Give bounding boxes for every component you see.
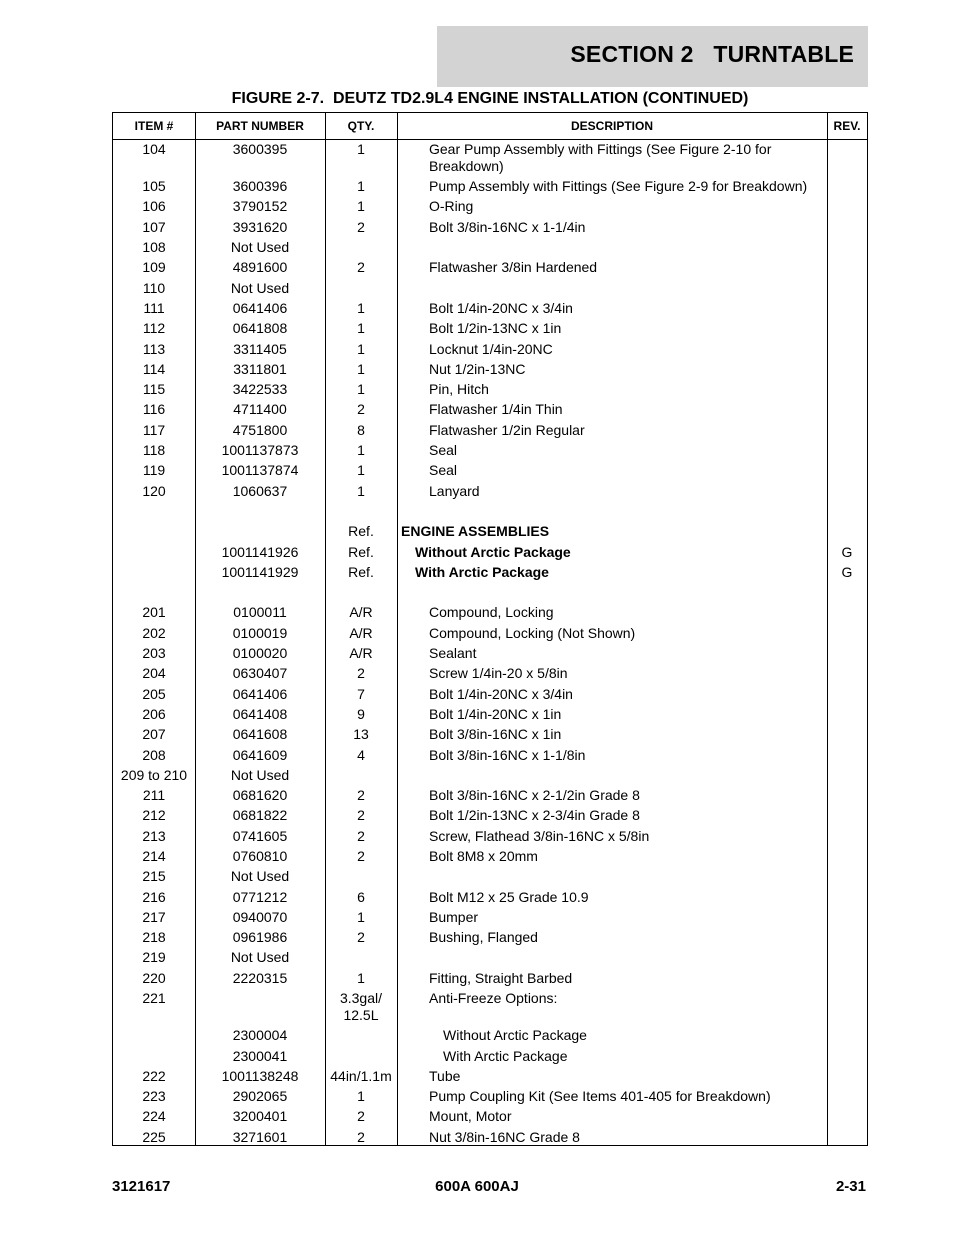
qty-cell: A/R: [349, 624, 373, 641]
part-number-cell: 0641609: [232, 746, 288, 763]
item-number-cell: 104: [142, 141, 166, 157]
description-cell: Bolt 1/4in-20NC x 3/4in: [429, 299, 573, 316]
description-cell: Bumper: [429, 908, 479, 925]
part-number-cell: 3422533: [232, 381, 288, 398]
part-number-cell: 4751800: [232, 421, 288, 438]
description-cell: Bolt 3/8in-16NC x 1in: [429, 726, 562, 743]
item-number-cell: 213: [142, 827, 166, 844]
description-cell: ENGINE ASSEMBLIES: [401, 523, 550, 540]
description-cell: Bolt M12 x 25 Grade 10.9: [429, 888, 589, 905]
table-row: [113, 686, 867, 706]
table-row: [113, 1129, 867, 1149]
description-cell: Without Arctic Package: [443, 1027, 587, 1044]
table-row: [113, 178, 867, 198]
description-cell: Bolt 1/2in-13NC x 2-3/4in Grade 8: [429, 807, 640, 824]
description-cell: Lanyard: [429, 482, 480, 499]
qty-cell: 1: [357, 360, 365, 377]
description-cell: Tube: [429, 1067, 461, 1084]
item-number-cell: 208: [142, 746, 166, 763]
description-cell: Flatwasher 3/8in Hardened: [429, 259, 598, 276]
qty-cell: 2: [357, 827, 365, 844]
item-number-cell: 118: [142, 442, 166, 459]
item-number-cell: 114: [142, 360, 166, 377]
qty-cell: Ref.: [348, 523, 374, 540]
table-row: [113, 564, 867, 584]
description-cell: Compound, Locking: [429, 604, 554, 621]
part-number-cell: 3790152: [232, 198, 288, 215]
part-number-cell: Not Used: [230, 949, 290, 966]
part-number-cell: 0641408: [232, 705, 288, 722]
qty-cell: 13: [353, 726, 369, 743]
part-number-cell: 0741605: [232, 827, 288, 844]
part-number-cell: 3600396: [232, 178, 288, 195]
item-number-cell: 209 to 210: [120, 766, 188, 783]
table-row: [113, 604, 867, 624]
qty-cell: Ref.: [348, 563, 374, 580]
part-number-cell: 0641406: [232, 299, 288, 316]
table-row: [113, 422, 867, 442]
qty-cell: 1: [357, 340, 365, 357]
description-cell: Pump Coupling Kit (See Items 401-405 for Breakdown): [429, 1088, 771, 1105]
description-cell: Bolt 1/4in-20NC x 1in: [429, 705, 562, 722]
qty-cell: 6: [357, 888, 365, 905]
qty-cell: 7: [357, 685, 365, 702]
item-number-cell: 207: [142, 726, 166, 743]
table-row: [113, 767, 867, 787]
description-cell: Flatwasher 1/2in Regular: [429, 421, 585, 438]
part-number-cell: 3271601: [232, 1128, 288, 1145]
table-row: [113, 280, 867, 300]
description-cell: With Arctic Package: [415, 563, 549, 580]
item-number-cell: 217: [142, 908, 166, 925]
table-row: [113, 889, 867, 909]
qty-cell: 2: [357, 401, 365, 418]
description-cell: Pump Assembly with Fittings (See Figure 2-9 for Breakdown): [429, 178, 808, 195]
qty-cell: 2: [357, 929, 365, 946]
table-row: [113, 584, 867, 604]
item-number-cell: 201: [142, 604, 166, 621]
header-part-number: PART NUMBER: [216, 119, 304, 133]
table-row: [113, 929, 867, 949]
qty-cell: 4: [357, 746, 365, 763]
table-row: [113, 1088, 867, 1108]
section-title: SECTION 2 TURNTABLE: [570, 41, 854, 67]
part-number-cell: 1060637: [232, 482, 288, 499]
part-number-cell: 1001137873: [221, 442, 299, 459]
item-number-cell: 219: [142, 949, 166, 966]
qty-cell: 1: [357, 320, 365, 337]
item-number-cell: 224: [142, 1108, 166, 1125]
part-number-cell: 0760810: [232, 847, 288, 864]
item-number-cell: 222: [142, 1067, 166, 1084]
part-number-cell: Not Used: [230, 239, 290, 256]
table-row: [113, 483, 867, 503]
qty-cell: 1: [357, 462, 365, 479]
part-number-cell: 1001141926: [221, 543, 299, 560]
table-row: [113, 341, 867, 361]
table-row: [113, 300, 867, 320]
item-number-cell: 211: [142, 787, 166, 804]
qty-cell: 1: [357, 299, 365, 316]
part-number-cell: 0641608: [232, 726, 288, 743]
qty-cell: 2: [357, 1128, 365, 1145]
qty-cell: A/R: [349, 645, 373, 662]
table-row: [113, 706, 867, 726]
header-qty: QTY.: [347, 119, 375, 133]
qty-cell: 44in/1.1m: [330, 1067, 392, 1084]
item-number-cell: 221: [142, 990, 166, 1007]
description-cell: Bolt 3/8in-16NC x 2-1/2in Grade 8: [429, 787, 640, 804]
table-row: [113, 462, 867, 482]
description-cell: Locknut 1/4in-20NC: [429, 340, 553, 357]
table-row: [113, 990, 867, 1027]
part-number-cell: Not Used: [230, 868, 290, 885]
section-header-box: [437, 26, 868, 87]
figure-title: FIGURE 2-7. DEUTZ TD2.9L4 ENGINE INSTALLATION (CONTINUED): [231, 90, 749, 107]
description-cell: Without Arctic Package: [415, 543, 571, 560]
table-row: [113, 665, 867, 685]
part-number-cell: 0641808: [232, 320, 288, 337]
rev-cell: G: [841, 563, 853, 580]
part-number-cell: Not Used: [230, 279, 290, 296]
item-number-cell: 116: [142, 401, 166, 418]
part-number-cell: 3311405: [233, 340, 287, 357]
qty-cell: 1: [357, 178, 365, 195]
qty-cell: 1: [357, 969, 365, 986]
description-cell: Screw 1/4in-20 x 5/8in: [429, 665, 568, 682]
item-number-cell: 202: [142, 624, 166, 641]
part-number-cell: 0630407: [232, 665, 288, 682]
footer-doc-number: 3121617: [112, 1178, 171, 1195]
table-row: [113, 198, 867, 218]
table-row: [113, 625, 867, 645]
part-number-cell: 0940070: [232, 908, 288, 925]
description-cell: Nut 1/2in-13NC: [429, 360, 526, 377]
table-row: [113, 239, 867, 259]
table-row: [113, 442, 867, 462]
item-number-cell: 223: [142, 1088, 166, 1105]
table-row: [113, 645, 867, 665]
table-row: [113, 787, 867, 807]
table-row: [113, 259, 867, 279]
table-row: [113, 949, 867, 969]
table-row: [113, 1027, 867, 1047]
item-number-cell: 110: [142, 279, 166, 296]
description-cell: Bolt 3/8in-16NC x 1-1/8in: [429, 746, 586, 763]
qty-cell: 2: [357, 847, 365, 864]
description-cell: Sealant: [429, 645, 477, 662]
item-number-cell: 115: [142, 381, 166, 398]
table-body: [113, 141, 867, 1149]
table-row: [113, 320, 867, 340]
part-number-cell: 1001138248: [221, 1067, 299, 1084]
item-number-cell: 113: [142, 340, 166, 357]
qty-cell: 1: [357, 908, 365, 925]
footer-page-number: 2-31: [835, 1178, 866, 1195]
qty-cell: 9: [357, 705, 365, 722]
qty-cell: 1: [357, 381, 365, 398]
table-row: [113, 848, 867, 868]
table-row: [113, 1048, 867, 1068]
table-row: [113, 747, 867, 767]
qty-cell: 1: [357, 1088, 365, 1105]
item-number-cell: 216: [142, 888, 166, 905]
table-row: [113, 503, 867, 523]
qty-cell: Ref.: [348, 543, 374, 560]
item-number-cell: 203: [142, 645, 166, 662]
item-number-cell: 119: [142, 462, 166, 479]
qty-cell: 1: [357, 141, 365, 157]
item-number-cell: 107: [142, 218, 166, 235]
item-number-cell: 204: [142, 665, 166, 682]
item-number-cell: 212: [142, 807, 166, 824]
item-number-cell: 109: [142, 259, 166, 276]
item-number-cell: 205: [142, 685, 166, 702]
table-row: [113, 544, 867, 564]
description-cell: Seal: [429, 442, 458, 459]
description-cell: Bolt 1/4in-20NC x 3/4in: [429, 685, 573, 702]
description-cell: Bolt 3/8in-16NC x 1-1/4in: [429, 218, 586, 235]
item-number-cell: 105: [142, 178, 166, 195]
item-number-cell: 108: [142, 239, 166, 256]
part-number-cell: 2220315: [232, 969, 288, 986]
description-cell: Gear Pump Assembly with Fittings (See Figure 2-10 for Breakdown): [429, 141, 772, 174]
description-cell: Nut 3/8in-16NC Grade 8: [429, 1128, 580, 1145]
description-cell: With Arctic Package: [443, 1047, 568, 1064]
description-cell: Bolt 1/2in-13NC x 1in: [429, 320, 562, 337]
table-row: [113, 1108, 867, 1128]
item-number-cell: 215: [142, 868, 166, 885]
item-number-cell: 111: [143, 299, 165, 316]
description-cell: Fitting, Straight Barbed: [429, 969, 573, 986]
description-cell: Compound, Locking (Not Shown): [429, 624, 636, 641]
item-number-cell: 218: [142, 929, 166, 946]
qty-cell: 1: [357, 198, 365, 215]
item-number-cell: 220: [142, 969, 166, 986]
description-cell: Anti-Freeze Options:: [429, 990, 558, 1007]
table-row: [113, 909, 867, 929]
qty-cell: 2: [357, 1108, 365, 1125]
qty-cell: 1: [357, 442, 365, 459]
part-number-cell: 3311801: [233, 360, 287, 377]
part-number-cell: 4711400: [233, 401, 287, 418]
qty-cell: 1: [357, 482, 365, 499]
header-rev: REV.: [833, 119, 861, 133]
table-row: [113, 1068, 867, 1088]
table-row: [113, 219, 867, 239]
part-number-cell: 1001141929: [221, 563, 299, 580]
part-number-cell: 0100020: [232, 645, 288, 662]
footer-model: 600A 600AJ: [435, 1178, 519, 1195]
item-number-cell: 225: [142, 1128, 166, 1145]
table-row: [113, 828, 867, 848]
description-cell: Bushing, Flanged: [429, 929, 538, 946]
part-number-cell: 0771212: [232, 888, 288, 905]
qty-cell: 2: [357, 787, 365, 804]
item-number-cell: 106: [142, 198, 166, 215]
qty-cell: 2: [357, 218, 365, 235]
header-item: ITEM #: [134, 119, 174, 133]
header-divider: [113, 139, 867, 140]
part-number-cell: 1001137874: [221, 462, 299, 479]
part-number-cell: 2300004: [232, 1027, 288, 1044]
part-number-cell: 3200401: [232, 1108, 288, 1125]
qty-cell: A/R: [349, 604, 373, 621]
qty-cell: 2: [357, 807, 365, 824]
description-cell: Pin, Hitch: [429, 381, 489, 398]
qty-cell: 2: [357, 259, 365, 276]
item-number-cell: 206: [142, 705, 166, 722]
table-row: [113, 726, 867, 746]
part-number-cell: 0641406: [232, 685, 288, 702]
table-row: [113, 381, 867, 401]
header-description: DESCRIPTION: [570, 119, 653, 133]
table-row: [113, 970, 867, 990]
part-number-cell: 0681822: [232, 807, 288, 824]
description-cell: O-Ring: [429, 198, 474, 215]
part-number-cell: 0100019: [232, 624, 288, 641]
part-number-cell: 2300041: [232, 1047, 288, 1064]
table-row: [113, 807, 867, 827]
part-number-cell: Not Used: [230, 766, 290, 783]
item-number-cell: 112: [142, 320, 166, 337]
part-number-cell: 4891600: [232, 259, 288, 276]
qty-cell: 3.3gal/ 12.5L: [339, 990, 383, 1024]
item-number-cell: 117: [142, 421, 166, 438]
table-row: [113, 141, 867, 178]
table-row: [113, 868, 867, 888]
qty-cell: 2: [357, 665, 365, 682]
description-cell: Screw, Flathead 3/8in-16NC x 5/8in: [429, 827, 650, 844]
description-cell: Seal: [429, 462, 458, 479]
item-number-cell: 120: [142, 482, 166, 499]
table-row: [113, 361, 867, 381]
description-cell: Flatwasher 1/4in Thin: [429, 401, 563, 418]
part-number-cell: 0961986: [232, 929, 288, 946]
table-row: [113, 401, 867, 421]
qty-cell: 8: [357, 421, 365, 438]
part-number-cell: 3600395: [232, 141, 288, 157]
rev-cell: G: [841, 543, 853, 560]
parts-table: [112, 112, 868, 1146]
part-number-cell: 0681620: [232, 787, 288, 804]
description-cell: Mount, Motor: [429, 1108, 512, 1125]
item-number-cell: 214: [142, 847, 166, 864]
part-number-cell: 0100011: [233, 604, 287, 621]
part-number-cell: 2902065: [232, 1088, 288, 1105]
description-cell: Bolt 8M8 x 20mm: [429, 847, 538, 864]
table-row: [113, 523, 867, 543]
part-number-cell: 3931620: [232, 218, 288, 235]
